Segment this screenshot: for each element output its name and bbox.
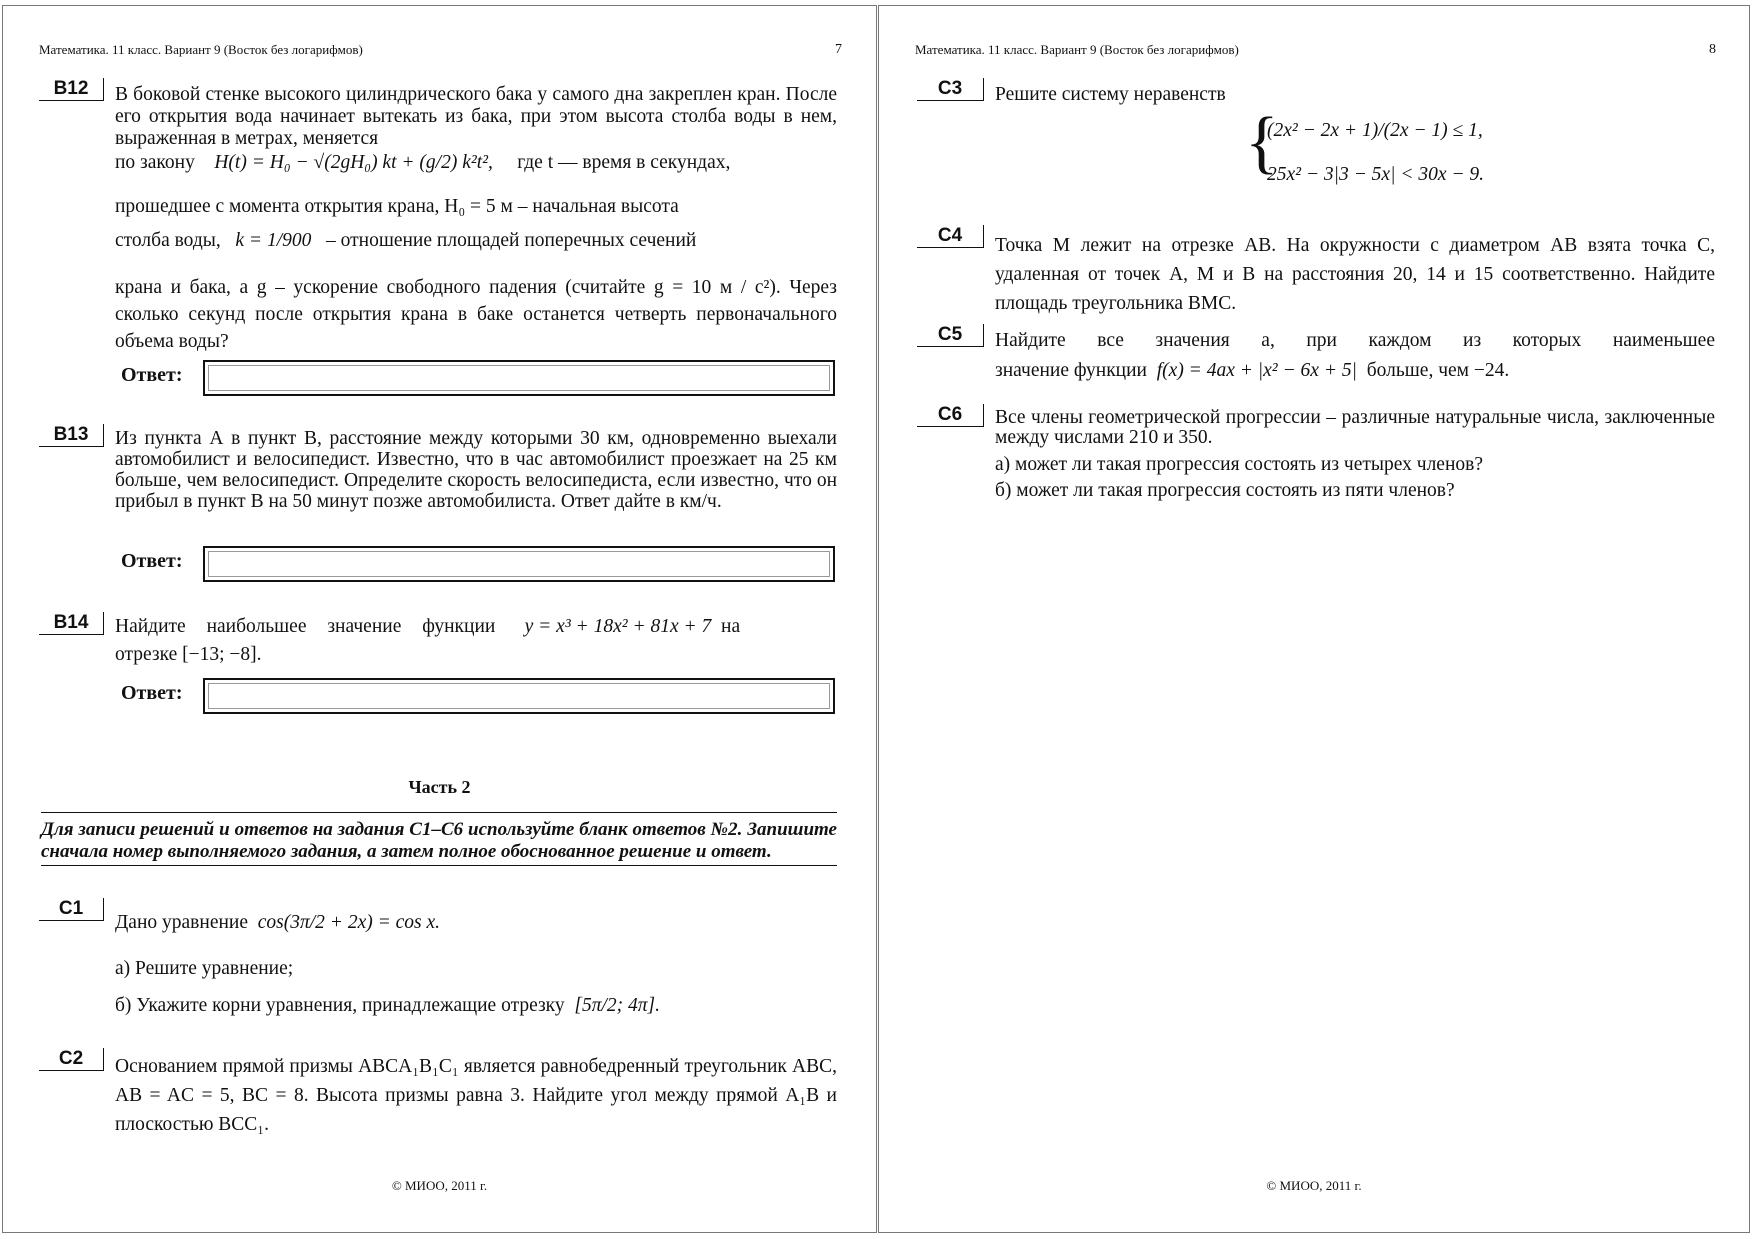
system-brace: { — [1245, 104, 1279, 181]
part2-instruction: Для записи решений и ответов на задания С1–С6 используйте бланк ответов №2. Запишите сначала номер выполняемого задания, а затем полное обоснованное решение и ответ. — [41, 812, 837, 866]
task-text: Все члены геометрической прогрессии – различные натуральные числа, заключенные между числами 210 и 350. — [995, 407, 1715, 448]
answer-label: Ответ: — [121, 364, 183, 386]
answer-label: Ответ: — [121, 682, 183, 704]
page-right — [878, 5, 1750, 1233]
task-formula: [5π/2; 4π]. — [574, 995, 661, 1016]
task-text: прошедшее с момента открытия крана, H₀ = 5 м – начальная высота — [115, 196, 679, 217]
page-header: Математика. 11 класс. Вариант 9 (Восток без логарифмов) — [39, 42, 363, 57]
inequality-2: 25x² − 3|3 − 5x| < 30x − 9. — [1267, 164, 1485, 185]
task-text: больше, чем −24. — [1366, 360, 1510, 381]
task-text: Из пункта А в пункт В, расстояние между которыми 30 км, одновременно выехали автомобилист и велосипедист. Известно, что в час автомобилист проезжает на 25 км больше, чем велосипедист. Определите скорость велосипедиста, если известно, что он прибыл в пункт В на 50 минут позже автомобилиста. Ответ дайте в км/ч. — [115, 428, 837, 512]
task-text: Дано уравнение — [115, 912, 248, 933]
page-footer: © МИОО, 2011 г. — [391, 1178, 488, 1193]
page-left — [2, 5, 877, 1233]
task-formula: f(x) = 4ax + |x² − 6x + 5| — [1156, 360, 1357, 381]
task-item: б) Укажите корни уравнения, принадлежащие отрезку — [115, 995, 565, 1016]
part2-title: Часть 2 — [408, 777, 471, 797]
task-text: отрезке [−13; −8]. — [115, 644, 262, 665]
task-line — [115, 912, 837, 934]
law-where: где t — время в секундах, — [517, 152, 731, 173]
task-tag: C5 — [917, 324, 984, 347]
task-tag: C3 — [917, 78, 984, 101]
task-tag: C1 — [39, 898, 104, 921]
task-line — [115, 616, 837, 638]
answer-label: Ответ: — [121, 550, 183, 572]
task-formula-line — [115, 152, 837, 174]
page-header: Математика. 11 класс. Вариант 9 (Восток без логарифмов) — [915, 42, 1239, 57]
k-formula: k = 1/900 — [235, 230, 312, 251]
task-text: Точка M лежит на отрезке AB. На окружности с диаметром AB взята точка C, удаленная от точек A, M и B на расстояния 20, 14 и 15 соответственно. Найдите площадь треугольника BMC. — [995, 235, 1715, 314]
task-tag: B12 — [39, 78, 104, 101]
task-k-line — [115, 230, 837, 252]
task-text: Решите систему неравенств — [995, 84, 1226, 105]
task-formula: cos(3π/2 + 2x) = cos x. — [257, 912, 441, 933]
answer-row-b14 — [121, 678, 841, 714]
answer-box-b12[interactable] — [203, 360, 835, 396]
task-text: значение функции — [995, 360, 1147, 381]
answer-box-b14[interactable] — [203, 678, 835, 714]
task-item: а) Решите уравнение; — [115, 958, 294, 979]
page-number: 7 — [835, 42, 842, 57]
task-tag: C2 — [39, 1048, 104, 1071]
task-line — [995, 360, 1715, 382]
task-tag: B13 — [39, 424, 104, 447]
law-prefix: по закону — [115, 152, 195, 173]
task-text: на — [721, 616, 741, 637]
k-prefix: столба воды, — [115, 230, 221, 251]
answer-box-b13[interactable] — [203, 546, 835, 582]
page-footer: © МИОО, 2011 г. — [1266, 1178, 1362, 1193]
task-text: В боковой стенке высокого цилиндрического бака у самого дна закреплен кран. После его открытия вода начинает вытекать из бака, при этом высота столба воды в нем, выраженная в метрах, меняется — [115, 84, 837, 149]
inequality-1: (2x² − 2x + 1)/(2x − 1) ≤ 1, — [1267, 120, 1483, 141]
page-number: 8 — [1709, 42, 1716, 57]
task-text: Найдите все значения a, при каждом из которых наименьшее — [995, 330, 1715, 351]
law-formula: H(t) = H₀ − √(2gH₀) kt + (g/2) k²t², — [214, 152, 493, 173]
task-tag: B14 — [39, 612, 104, 635]
task-line — [115, 995, 837, 1017]
task-text: крана и бака, а g – ускорение свободного падения (считайте g = 10 м / с²). Через сколько секунд после открытия крана в баке останется четверть первоначального объема воды? — [115, 277, 837, 352]
task-tag: C4 — [917, 225, 984, 248]
task-item: а) может ли такая прогрессия состоять из четырех членов? — [995, 454, 1484, 475]
task-formula: y = x³ + 18x² + 81x + 7 — [524, 616, 712, 637]
task-item: б) может ли такая прогрессия состоять из пяти членов? — [995, 480, 1455, 501]
answer-row-b13 — [121, 546, 841, 582]
task-text: Найдите наибольшее значение функции — [115, 616, 496, 637]
k-suffix: – отношение площадей поперечных сечений — [326, 230, 697, 251]
answer-row-b12 — [121, 360, 841, 396]
task-tag: C6 — [917, 404, 984, 427]
task-text: Основанием прямой призмы ABCA₁B₁C₁ является равнобедренный треугольник ABC, AB = AC = 5, BC = 8. Высота призмы равна 3. Найдите угол между прямой A₁B и плоскостью BCC₁. — [115, 1056, 837, 1135]
